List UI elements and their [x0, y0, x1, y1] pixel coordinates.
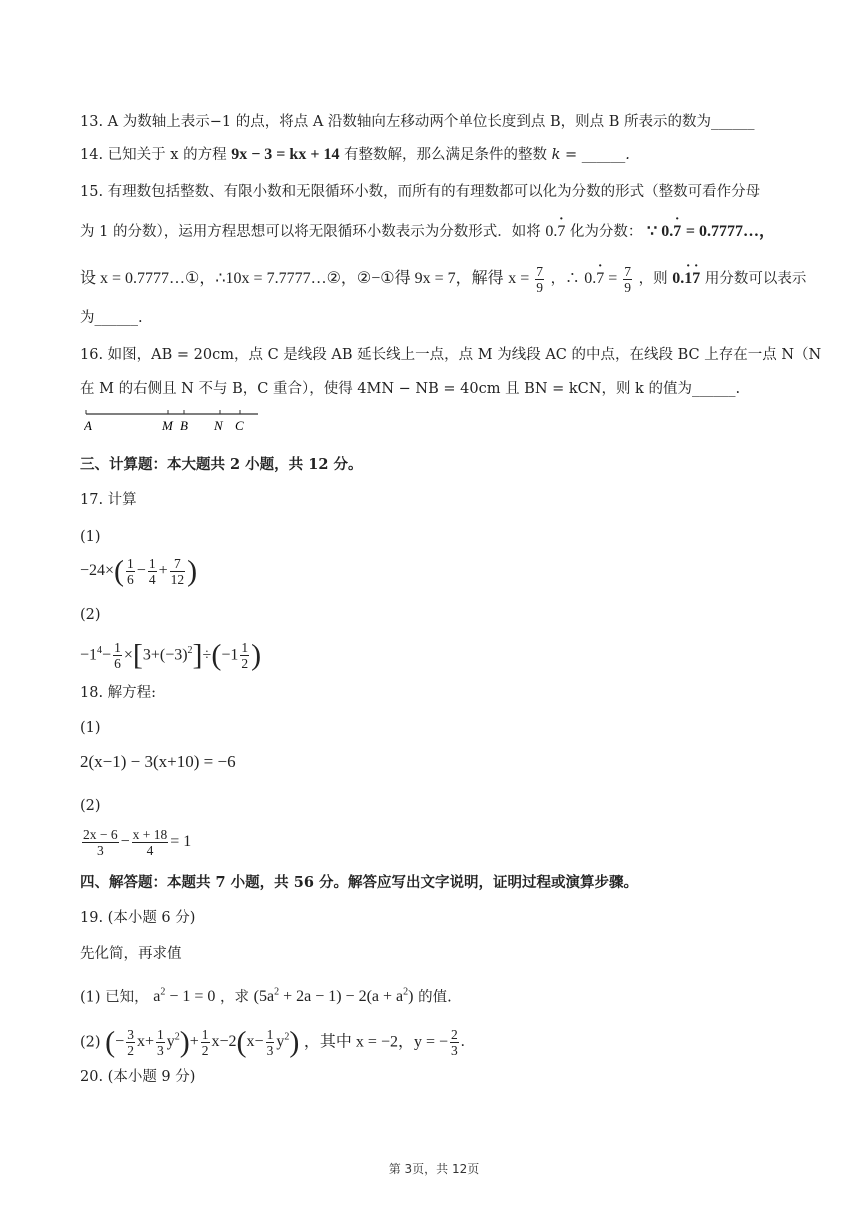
q14-text-a: 14. 已知关于 x 的方程 [80, 147, 227, 163]
because-sign: ∵ 0.7 · [647, 223, 681, 240]
question-13: 13. A 为数轴上表示−1 的点，将点 A 沿数轴向左移动两个单位长度到点 B，则点 B 所表示的数为______ [80, 114, 755, 130]
q19-2-fraction: $\frac{2}{3}$ . [451, 1027, 465, 1059]
question-18: 18. 解方程: [80, 685, 157, 701]
question-14 [80, 145, 630, 165]
q14-text-b: 有整数解，那么满足条件的整数 [344, 147, 548, 163]
q15-steps: 设 x = 0.7777…①，∴10x = 7.7777…②，②−①得 9x = 7，解得 [80, 270, 504, 288]
q15-text: 化为分数： [569, 224, 643, 240]
question-17: 17. 计算 [80, 492, 137, 508]
q18-part-1-label: (1) [80, 720, 101, 736]
question-15-line-2 [80, 222, 775, 242]
q17-expression-2: $-1^4-$ $\frac{1}{6}$ $\times[3+(-3)^2]\div(-1$ $\frac{1}{2}$ ) [80, 638, 262, 672]
q15-decimal: = 0.7777…， [685, 223, 775, 240]
q18-equation-1: 2(x−1) − 3(x+10) = −6 [80, 752, 236, 771]
q15-text: ，则 [638, 271, 668, 288]
label-c: C [235, 418, 244, 433]
q19-1-text: (1) 已知， [80, 989, 149, 1006]
question-20: 20. (本小题 9 分) [80, 1069, 196, 1085]
q14-answer: k = ______. [551, 147, 630, 163]
question-15-line-4: 为______. [80, 310, 143, 326]
question-16-line-2: 在 M 的右侧且 N 不与 B，C 重合），使得 4MN − NB = 40cm 且 BN = kCN，则 k 的值为______. [80, 381, 741, 397]
label-m: M [162, 418, 173, 433]
q19-1-text: 的值. [418, 989, 452, 1006]
question-15-line-1: 15. 有理数包括整数、有限小数和无限循环小数，而所有的有理数都可以化为分数的形式（整数可看作分母 [80, 184, 761, 200]
fraction-result: 0.7 · = $\frac{7}{9}$ [584, 270, 634, 287]
q15-text: 用分数可以表示 [704, 271, 807, 288]
q15-text: ，∴ [550, 271, 580, 288]
q17-part-2-label: (2) [80, 607, 101, 623]
repeating-decimal: 0.7 · [545, 223, 565, 240]
q18-equation-2: $\frac{2x - 6}{3}$ − $\frac{x + 18}{4}$ = 1 [83, 826, 192, 858]
repeating-decimal-17: 0.1 ·7 · [672, 270, 700, 287]
segment-figure [84, 404, 264, 434]
q19-part-2 [80, 1018, 465, 1058]
label-b: B [180, 418, 188, 433]
q19-2-expression: (− $\frac{3}{2}$ x+ $\frac{1}{3}$ $y^2)+$ $\frac{1}{2}$ x−2(x− $\frac{1}{3}$ $y^2$) [105, 1025, 300, 1059]
q18-part-2-label: (2) [80, 798, 101, 814]
q17-expression-1: −24×( $\frac{1}{6}$ − $\frac{1}{4}$ + $\frac{7}{12}$ ) [80, 554, 198, 588]
q19-1-text: ，求 [220, 989, 250, 1006]
section-4-heading: 四、解答题：本题共 7 小题，共 56 分。解答应写出文字说明，证明过程或演算步骤。 [80, 874, 638, 891]
q19-1-condition: $a^2 - 1 = 0$ [153, 987, 216, 1006]
fraction-x: x = $\frac{7}{9}$ [508, 264, 544, 295]
q19-2-label: (2) [80, 1034, 101, 1051]
section-3-heading: 三、计算题：本大题共 2 小题，共 12 分。 [80, 456, 363, 473]
page-footer: 第 3页，共 12页 [388, 1162, 480, 1176]
q19-1-expression: $(5a^2 + 2a - 1) - 2(a + a^2)$ [253, 987, 414, 1006]
q14-equation: 9x − 3 = kx + 14 [231, 146, 340, 163]
q15-text: 为 1 的分数），运用方程思想可以将无限循环小数表示为分数形式．如将 [80, 224, 541, 240]
q19-2-condition: ，其中 x = −2，y = − [303, 1033, 449, 1051]
question-15-line-3 [80, 264, 806, 295]
q19-part-1 [80, 980, 452, 1010]
label-n: N [214, 418, 223, 433]
q17-part-1-label: (1) [80, 529, 101, 545]
q19-intro: 先化简，再求值 [80, 946, 182, 962]
label-a: A [84, 418, 92, 433]
question-16-line-1: 16. 如图，AB = 20cm，点 C 是线段 AB 延长线上一点，点 M 为线段 AC 的中点，在线段 BC 上存在一点 N（N [80, 347, 822, 363]
question-19: 19. (本小题 6 分) [80, 910, 196, 926]
